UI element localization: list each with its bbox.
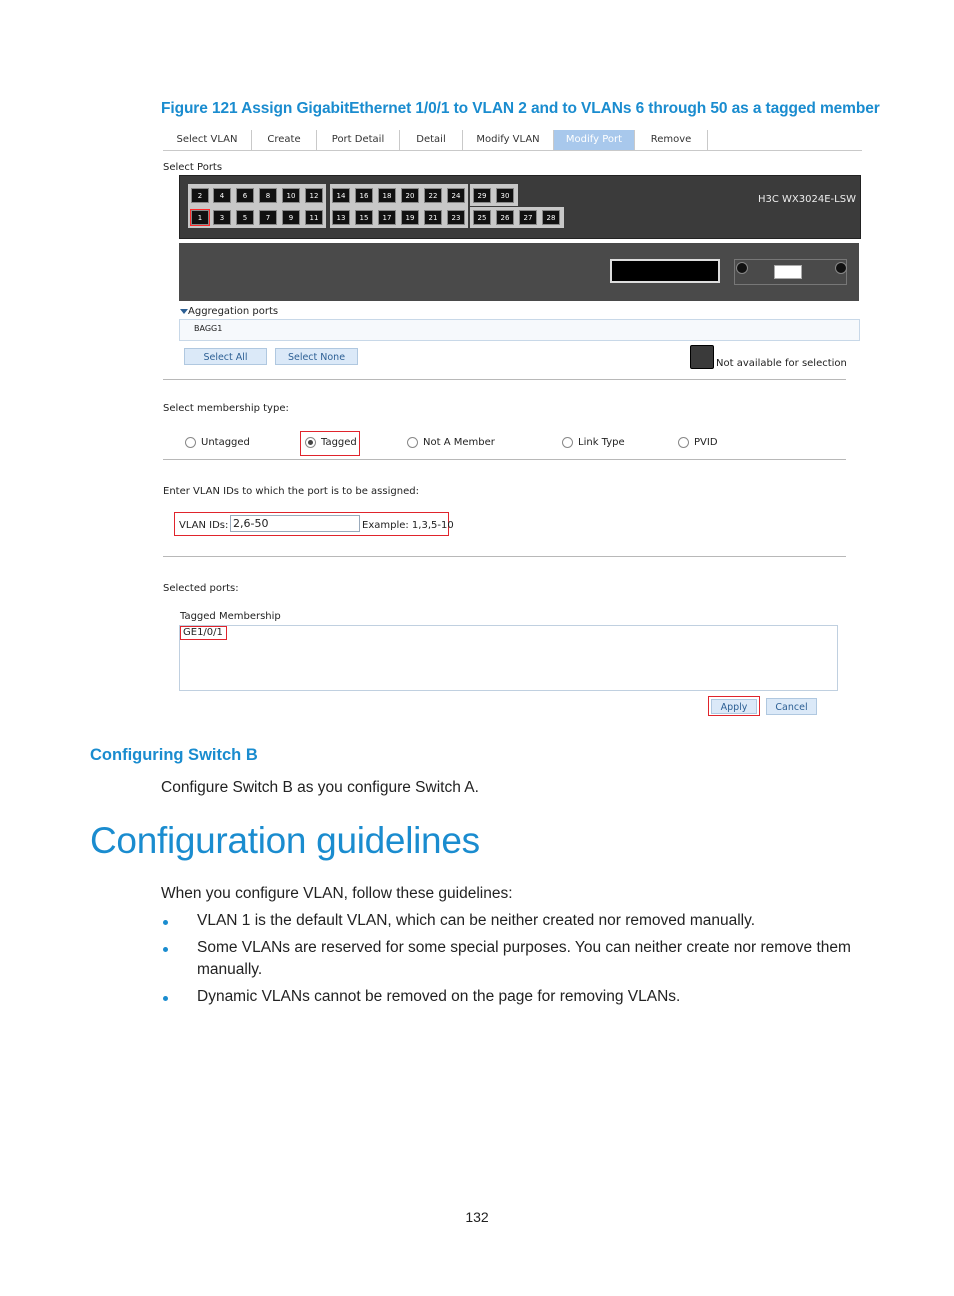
port-29[interactable]: 29 [473,188,491,203]
option-link-type-label: Link Type [578,437,625,448]
port-22[interactable]: 22 [424,188,442,203]
port-12[interactable]: 12 [305,188,323,203]
cancel-button[interactable]: Cancel [766,698,817,715]
bullet-icon [163,996,168,1001]
vlan-ids-instruction: Enter VLAN IDs to which the port is to be assigned: [163,486,419,497]
port-18[interactable]: 18 [378,188,396,203]
bullet-item: VLAN 1 is the default VLAN, which can be neither created nor removed manually. [197,912,756,929]
section-heading: Configuring Switch B [90,746,258,764]
select-all-button[interactable]: Select All [184,348,267,365]
port-25[interactable]: 25 [473,210,491,225]
console-port [774,265,802,279]
radio-link-type[interactable] [562,437,573,448]
tab-port-detail[interactable]: Port Detail [317,130,400,150]
radio-not-a-member[interactable] [407,437,418,448]
screw-icon [835,262,847,274]
port-24[interactable]: 24 [447,188,465,203]
port-4[interactable]: 4 [213,188,231,203]
divider [163,379,846,380]
option-not-a-member-label: Not A Member [423,437,495,448]
tagged-membership-list [179,625,838,691]
membership-label: Select membership type: [163,403,289,414]
figure-title: Figure 121 Assign GigabitEthernet 1/0/1 to VLAN 2 and to VLANs 6 through 50 as a tagged member [161,100,880,117]
port-27[interactable]: 27 [519,210,537,225]
vlan-ids-field-label: VLAN IDs: [179,520,229,531]
divider [163,459,846,460]
tab-create[interactable]: Create [252,130,317,150]
radio-tagged[interactable] [305,437,316,448]
option-untagged-label: Untagged [201,437,250,448]
port-5[interactable]: 5 [236,210,254,225]
chapter-heading: Configuration guidelines [90,820,480,861]
port-11[interactable]: 11 [305,210,323,225]
tab-detail[interactable]: Detail [400,130,463,150]
port-10[interactable]: 10 [282,188,300,203]
port-28[interactable]: 28 [542,210,560,225]
tab-remove[interactable]: Remove [635,130,708,150]
tab-select-vlan[interactable]: Select VLAN [163,130,252,150]
option-tagged-label: Tagged [321,437,357,448]
tab-modify-vlan[interactable]: Modify VLAN [463,130,554,150]
port-16[interactable]: 16 [355,188,373,203]
divider [163,556,846,557]
port-23[interactable]: 23 [447,210,465,225]
apply-button[interactable]: Apply [711,699,757,714]
vlan-ids-input[interactable]: 2,6-50 [230,515,360,532]
port-21[interactable]: 21 [424,210,442,225]
aggregation-list [179,319,860,341]
radio-untagged[interactable] [185,437,196,448]
aggregation-ports-toggle[interactable]: Aggregation ports [180,306,278,317]
bullet-item: Some VLANs are reserved for some special purposes. You can neither create nor remove them [197,939,851,956]
tagged-membership-label: Tagged Membership [180,611,281,622]
select-none-button[interactable]: Select None [275,348,358,365]
selected-ports-label: Selected ports: [163,583,239,594]
port-26[interactable]: 26 [496,210,514,225]
port-9[interactable]: 9 [282,210,300,225]
port-19[interactable]: 19 [401,210,419,225]
page-number: 132 [465,1209,489,1225]
port-8[interactable]: 8 [259,188,277,203]
port-14[interactable]: 14 [332,188,350,203]
port-6[interactable]: 6 [236,188,254,203]
port-1[interactable]: 1 [191,210,209,225]
guidelines-intro: When you configure VLAN, follow these guidelines: [161,885,513,902]
expansion-slot [610,259,720,283]
port-15[interactable]: 15 [355,210,373,225]
screw-icon [736,262,748,274]
port-17[interactable]: 17 [378,210,396,225]
triangle-down-icon [180,309,188,314]
port-30[interactable]: 30 [496,188,514,203]
tab-modify-port[interactable]: Modify Port [554,130,635,150]
not-available-swatch [690,345,714,369]
radio-pvid[interactable] [678,437,689,448]
bullet-item: Dynamic VLANs cannot be removed on the page for removing VLANs. [197,988,681,1005]
option-pvid-label: PVID [694,437,718,448]
not-available-label: Not available for selection [716,358,847,369]
port-20[interactable]: 20 [401,188,419,203]
bullet-icon [163,920,168,925]
port-2[interactable]: 2 [191,188,209,203]
aggregation-item[interactable]: BAGG1 [194,324,223,333]
device-front-panel [179,175,861,239]
select-ports-label: Select Ports [163,162,223,173]
device-model: H3C WX3024E-LSW [758,194,856,205]
port-13[interactable]: 13 [332,210,350,225]
port-7[interactable]: 7 [259,210,277,225]
bullet-item-continuation: manually. [197,961,263,978]
section-text: Configure Switch B as you configure Switch A. [161,779,479,796]
port-3[interactable]: 3 [213,210,231,225]
tab-bar [163,130,862,151]
bullet-icon [163,947,168,952]
vlan-ids-example: Example: 1,3,5-10 [362,520,454,531]
tagged-port-item: GE1/0/1 [183,627,223,638]
